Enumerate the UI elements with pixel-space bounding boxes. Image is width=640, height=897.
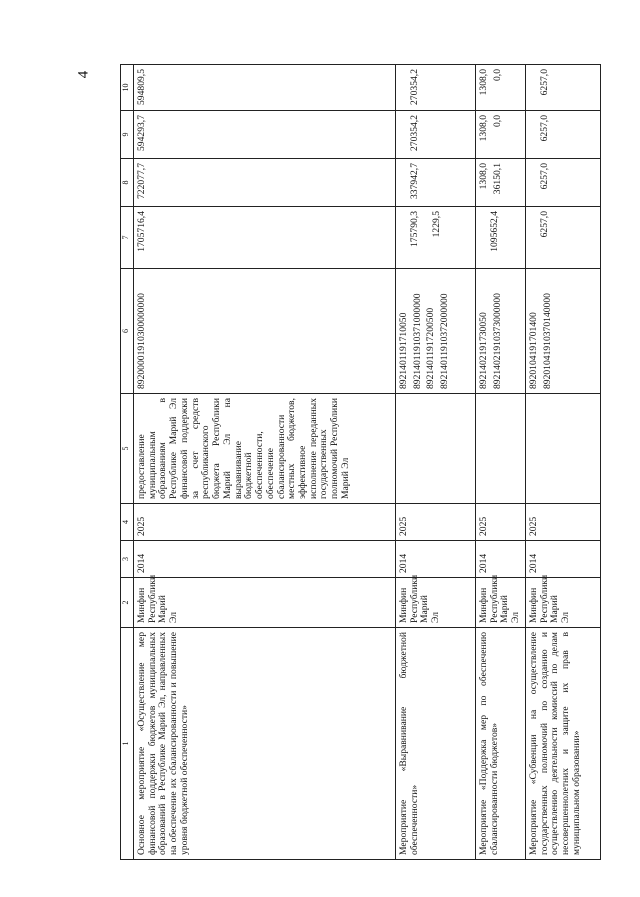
value: 1229,5 (430, 211, 442, 238)
table-row (396, 65, 476, 860)
value: 270354,2 (409, 69, 420, 105)
col-header: 9 (121, 111, 134, 159)
value: 1095652,4 (489, 211, 500, 252)
col-header: 8 (121, 159, 134, 207)
end-year: 2025 (476, 504, 526, 541)
budget-codes (396, 269, 476, 394)
executor: Минфин Республики Марий Эл (476, 578, 526, 628)
executor: Минфин Республики Марий Эл (134, 578, 396, 628)
value-col8 (476, 159, 526, 207)
col-header: 10 (121, 65, 134, 111)
col-header: 5 (121, 394, 134, 504)
value: 0,0 (491, 115, 503, 127)
table-row (525, 65, 600, 860)
page-number: 4 (75, 70, 92, 79)
program-table (120, 64, 601, 860)
value: 270354,2 (409, 115, 420, 151)
executor: Минфин Республики Марий Эл (525, 578, 600, 628)
direction: предоставление муниципальным образованиям в Республике Марий Эл финансовой поддержки за счет средств республиканского бюджета Республики Марий Эл на выравнивание бюджетной обеспеченности, обеспечение сбалансированности местных бюджетов, эффективное исполнение переданных государственных полномочий Республики Марий Эл (134, 394, 396, 504)
direction-empty (525, 394, 600, 504)
budget-code: 89214011910371000000 (411, 293, 423, 389)
budget-code: 89214021910373000000 (491, 293, 503, 389)
direction-empty (396, 394, 476, 504)
value-col10 (396, 65, 476, 111)
end-year: 2025 (396, 504, 476, 541)
col-header: 2 (121, 578, 134, 628)
value-col7 (476, 207, 526, 269)
budget-codes (476, 269, 526, 394)
value-col8 (396, 159, 476, 207)
value-col10 (476, 65, 526, 111)
start-year: 2014 (396, 541, 476, 578)
col-header: 3 (121, 541, 134, 578)
value: 6257,0 (538, 69, 550, 96)
value: 6257,0 (538, 163, 550, 190)
col-header: 6 (121, 269, 134, 394)
budget-codes (525, 269, 600, 394)
budget-code: 8921401191710050 (398, 312, 409, 389)
value: 36150,1 (491, 163, 503, 195)
budget-code: 8920104191701400 (527, 312, 539, 389)
header-row (121, 65, 134, 860)
value: 1308,0 (478, 115, 489, 142)
start-year: 2014 (525, 541, 600, 578)
value-col7 (396, 207, 476, 269)
table-row (476, 65, 526, 860)
col-header: 4 (121, 504, 134, 541)
value-col9 (476, 111, 526, 159)
start-year: 2014 (134, 541, 396, 578)
value: 6257,0 (538, 211, 550, 238)
value-col9 (396, 111, 476, 159)
budget-code: 89201041910370140000 (541, 293, 553, 389)
budget-code: 8921402191730050 (478, 312, 489, 389)
measure-name: Мероприятие «Субвенции на осуществление государственных полномочий по созданию и осуществлению деятельности комиссий по делам несовершеннолетних и защите их прав в муниципальном образовании» (525, 628, 600, 860)
table-row (134, 65, 396, 860)
value: 6257,0 (538, 115, 550, 142)
value-col9 (525, 111, 600, 159)
budget-code: 89214011910372000000 (439, 293, 451, 389)
value-col10 (525, 65, 600, 111)
col-header: 1 (121, 628, 134, 860)
measure-name: Основное мероприятие «Осуществление мер финансовой поддержки бюджетов муниципальных образований в Республике Марий Эл, направленных на обеспечение их сбалансированности и повышение уровня бюджетной обеспеченности» (134, 628, 396, 860)
budget-code: 89200001910300000000 (134, 269, 396, 394)
value: 0,0 (491, 69, 503, 81)
executor: Минфин Республики Марий Эл (396, 578, 476, 628)
value-col10: 594809,5 (134, 65, 396, 111)
direction-empty (476, 394, 526, 504)
value-col7 (525, 207, 600, 269)
start-year: 2014 (476, 541, 526, 578)
value-col8: 722077,7 (134, 159, 396, 207)
value-col8 (525, 159, 600, 207)
measure-name: Мероприятие «Выравнивание бюджетной обеспеченности» (396, 628, 476, 860)
end-year: 2025 (525, 504, 600, 541)
end-year: 2025 (134, 504, 396, 541)
value-col9: 594293,7 (134, 111, 396, 159)
value-col7: 1705716,4 (134, 207, 396, 269)
col-header: 7 (121, 207, 134, 269)
measure-name: Мероприятие «Поддержка мер по обеспечению сбалансированности бюджетов» (476, 628, 526, 860)
value: 175790,3 (409, 211, 420, 247)
budget-code: 89214011917200500 (425, 307, 437, 389)
value: 337942,7 (409, 163, 420, 199)
rotated-table-wrapper (120, 65, 582, 860)
value: 1308,0 (478, 163, 489, 190)
value: 1308,0 (478, 69, 489, 96)
